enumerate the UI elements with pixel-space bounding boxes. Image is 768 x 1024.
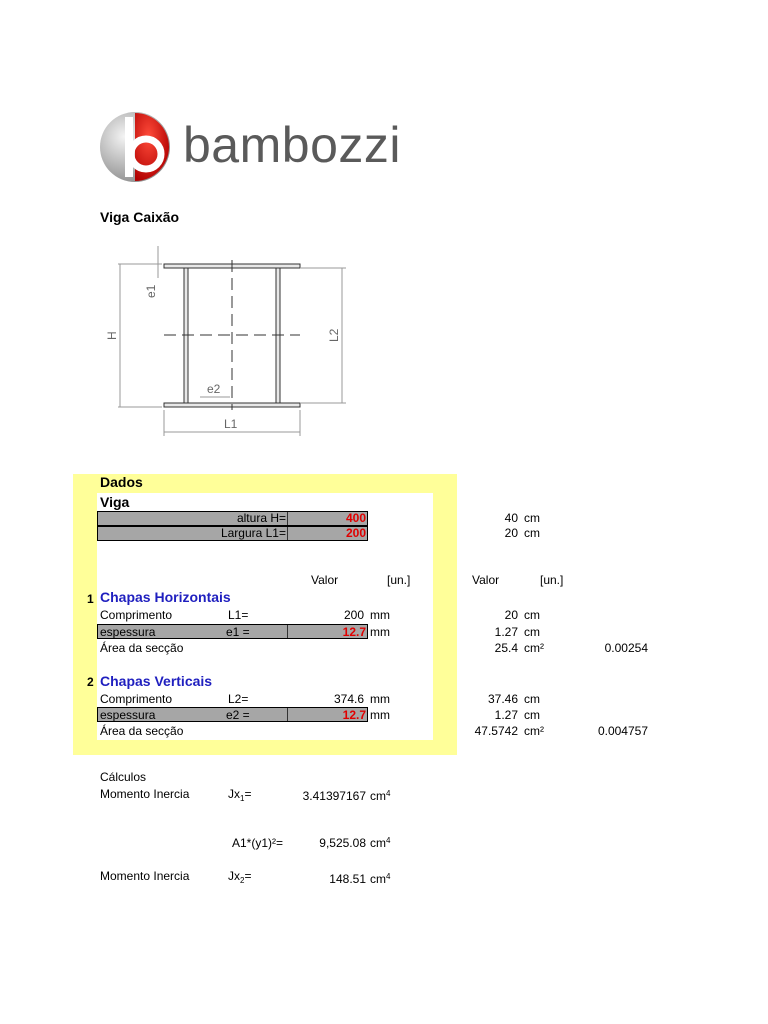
chapas-v-title: Chapas Verticais [100, 673, 213, 689]
chapas-h-area-label: Área da secção [100, 641, 184, 655]
jx2-eq: = [244, 869, 252, 883]
chapas-h-comprimento: Comprimento [100, 608, 173, 622]
col-valor-mm: Valor [311, 573, 339, 587]
chapas-v-L2-cm-unit: cm [524, 692, 540, 706]
jx2-base: Jx [228, 869, 240, 883]
brand-name: bambozzi [183, 117, 401, 173]
chapas-h-espessura: espessura [100, 625, 156, 639]
chapas-v-comprimento: Comprimento [100, 692, 173, 706]
jx1-sub: 1 [240, 794, 245, 803]
chapas-h-area-cm2: 25.4 [494, 641, 518, 655]
label-L1: L1 [224, 417, 238, 431]
chapas-h-area-m2: 0.00254 [604, 641, 648, 655]
altura-label: altura H= [236, 511, 286, 525]
jx1-unit-sup: 4 [386, 789, 391, 798]
chapas-h-index: 1 [87, 592, 94, 606]
jx1-unit-base: cm [370, 789, 386, 803]
chapas-v-sym-L2: L2= [228, 692, 249, 706]
chapas-h-L1-cm-unit: cm [524, 608, 540, 622]
chapas-v-index: 2 [87, 675, 94, 689]
largura-label: Largura L1= [220, 526, 286, 540]
largura-unit: cm [524, 526, 540, 540]
a1-label: A1*(y1)²= [232, 836, 284, 850]
chapas-h-e1-unit: mm [370, 625, 390, 639]
chapas-h-e1-cm-unit: cm [524, 625, 540, 639]
chapas-h-sym-L1: L1= [228, 608, 249, 622]
mi1-label: Momento Inercia [100, 787, 190, 801]
altura-input[interactable]: 400 [345, 511, 366, 525]
chapas-v-area-label: Área da secção [100, 724, 184, 738]
a1-value: 9,525.08 [319, 836, 366, 850]
chapas-v-L2-cm: 37.46 [487, 692, 518, 706]
chapas-h-title: Chapas Horizontais [100, 589, 231, 605]
calculos-heading: Cálculos [100, 770, 147, 784]
jx1-label [228, 787, 251, 803]
col-valor-cm: Valor [472, 573, 500, 587]
a1-unit [370, 836, 390, 850]
jx2-label [228, 869, 251, 885]
page-title: Viga Caixão [100, 209, 180, 225]
chapas-v-sym-e2: e2 = [226, 708, 250, 722]
jx2-unit-sup: 4 [386, 872, 391, 881]
label-e2: e2 [207, 382, 221, 396]
col-un-mm: [un.] [387, 573, 411, 587]
chapas-h-e1-cm: 1.27 [494, 625, 518, 639]
box-girder-diagram [100, 240, 360, 440]
section-dados: Dados [100, 474, 143, 490]
chapas-h-L1-unit: mm [370, 608, 390, 622]
jx1-base: Jx [228, 787, 240, 801]
a1-unit-sup: 4 [386, 836, 391, 845]
chapas-v-e2-cm: 1.27 [494, 708, 518, 722]
e2-input[interactable]: 12.7 [342, 708, 366, 722]
jx2-unit-base: cm [370, 872, 386, 886]
jx2-value: 148.51 [329, 872, 366, 886]
mi2-label: Momento Inercia [100, 869, 190, 883]
chapas-v-e2-unit: mm [370, 708, 390, 722]
label-L2: L2 [327, 328, 341, 342]
largura-cm: 20 [504, 526, 518, 540]
jx1-value: 3.41397167 [302, 789, 366, 803]
altura-unit: cm [524, 511, 540, 525]
chapas-v-L2-unit: mm [370, 692, 390, 706]
chapas-h-sym-e1: e1 = [226, 625, 250, 639]
chapas-v-e2-cm-unit: cm [524, 708, 540, 722]
chapas-v-area-unit: cm² [524, 724, 544, 738]
chapas-v-espessura: espessura [100, 708, 156, 722]
chapas-h-L1-mm: 200 [343, 608, 364, 622]
chapas-h-L1-cm: 20 [504, 608, 518, 622]
chapas-h-area-unit: cm² [524, 641, 544, 655]
col-un-cm: [un.] [540, 573, 564, 587]
label-H: H [105, 331, 119, 340]
a1-unit-base: cm [370, 836, 386, 850]
largura-input[interactable]: 200 [345, 526, 366, 540]
chapas-v-area-cm2: 47.5742 [474, 724, 518, 738]
e1-input[interactable]: 12.7 [342, 625, 366, 639]
jx2-unit [370, 872, 390, 886]
jx1-unit [370, 789, 390, 803]
bambozzi-logo-mark [99, 111, 179, 183]
jx1-eq: = [244, 787, 252, 801]
chapas-v-area-m2: 0.004757 [597, 724, 648, 738]
altura-cm: 40 [504, 511, 518, 525]
jx2-sub: 2 [240, 876, 245, 885]
section-viga: Viga [100, 494, 130, 510]
label-e1: e1 [144, 284, 158, 298]
chapas-v-L2-mm: 374.6 [333, 692, 364, 706]
